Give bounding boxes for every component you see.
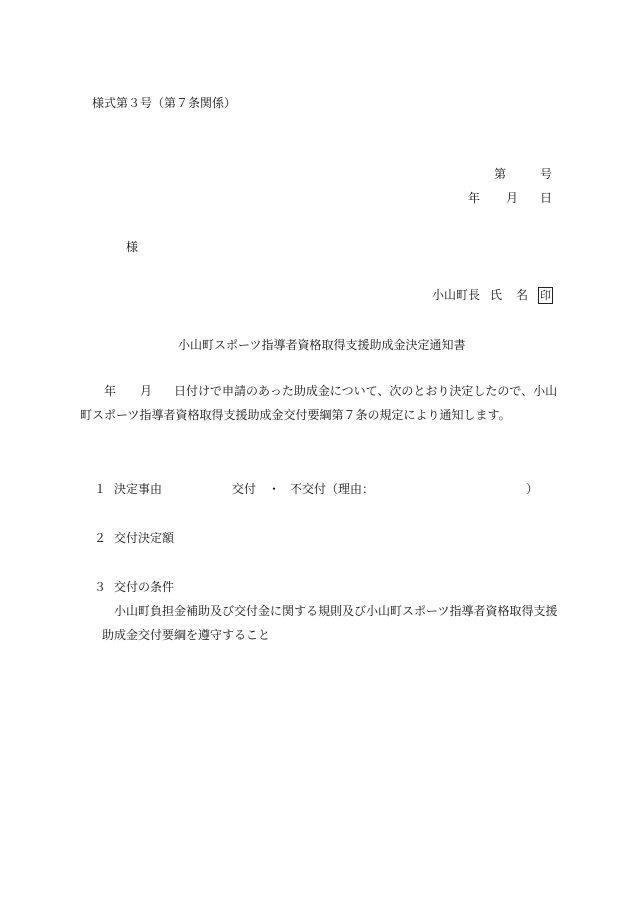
seal-box: 印 [540, 289, 551, 302]
item-3-label: 交付の条件 [114, 580, 175, 594]
doc-number-suffix: 号 [540, 167, 553, 181]
form-number: 様式第３号（第７条関係） [92, 96, 237, 110]
body-line-1: 日付けで申請のあった助成金について、次のとおり決定したので、小山 [174, 384, 558, 398]
body-year: 年 [104, 384, 117, 398]
item-2-label: 交付決定額 [114, 531, 175, 545]
addressee-suffix: 様 [126, 240, 139, 254]
item-3-number: ３ [94, 580, 107, 594]
item-3-text-line-1: 小山町負担金補助及び交付金に関する規則及び小山町スポーツ指導者資格取得支援 [114, 604, 558, 618]
sender-title: 小山町長 [432, 288, 481, 302]
sender-name-label-2: 名 [516, 288, 529, 302]
body-line-2: 町スポーツ指導者資格取得支援助成金交付要綱第７条の規定により通知します。 [80, 408, 511, 422]
item-1-option-deny: 不交付（理由： [290, 482, 375, 496]
item-1-close-paren: ） [526, 482, 539, 496]
item-1-separator: ・ [268, 482, 281, 496]
item-1-option-grant: 交付 [232, 482, 257, 496]
body-month: 月 [140, 384, 153, 398]
date-month: 月 [506, 191, 519, 205]
date-year: 年 [468, 191, 481, 205]
seal-mark [536, 287, 553, 304]
sender-name-label-1: 氏 [490, 288, 503, 302]
item-1-label: 決定事由 [114, 482, 163, 496]
item-2-number: ２ [94, 531, 107, 545]
document-title: 小山町スポーツ指導者資格取得支援助成金決定通知書 [178, 338, 466, 352]
item-3-text-line-2: 助成金交付要綱を遵守すること [102, 628, 271, 642]
date-day: 日 [540, 191, 553, 205]
doc-number-prefix: 第 [494, 167, 507, 181]
item-1-number: １ [94, 482, 107, 496]
